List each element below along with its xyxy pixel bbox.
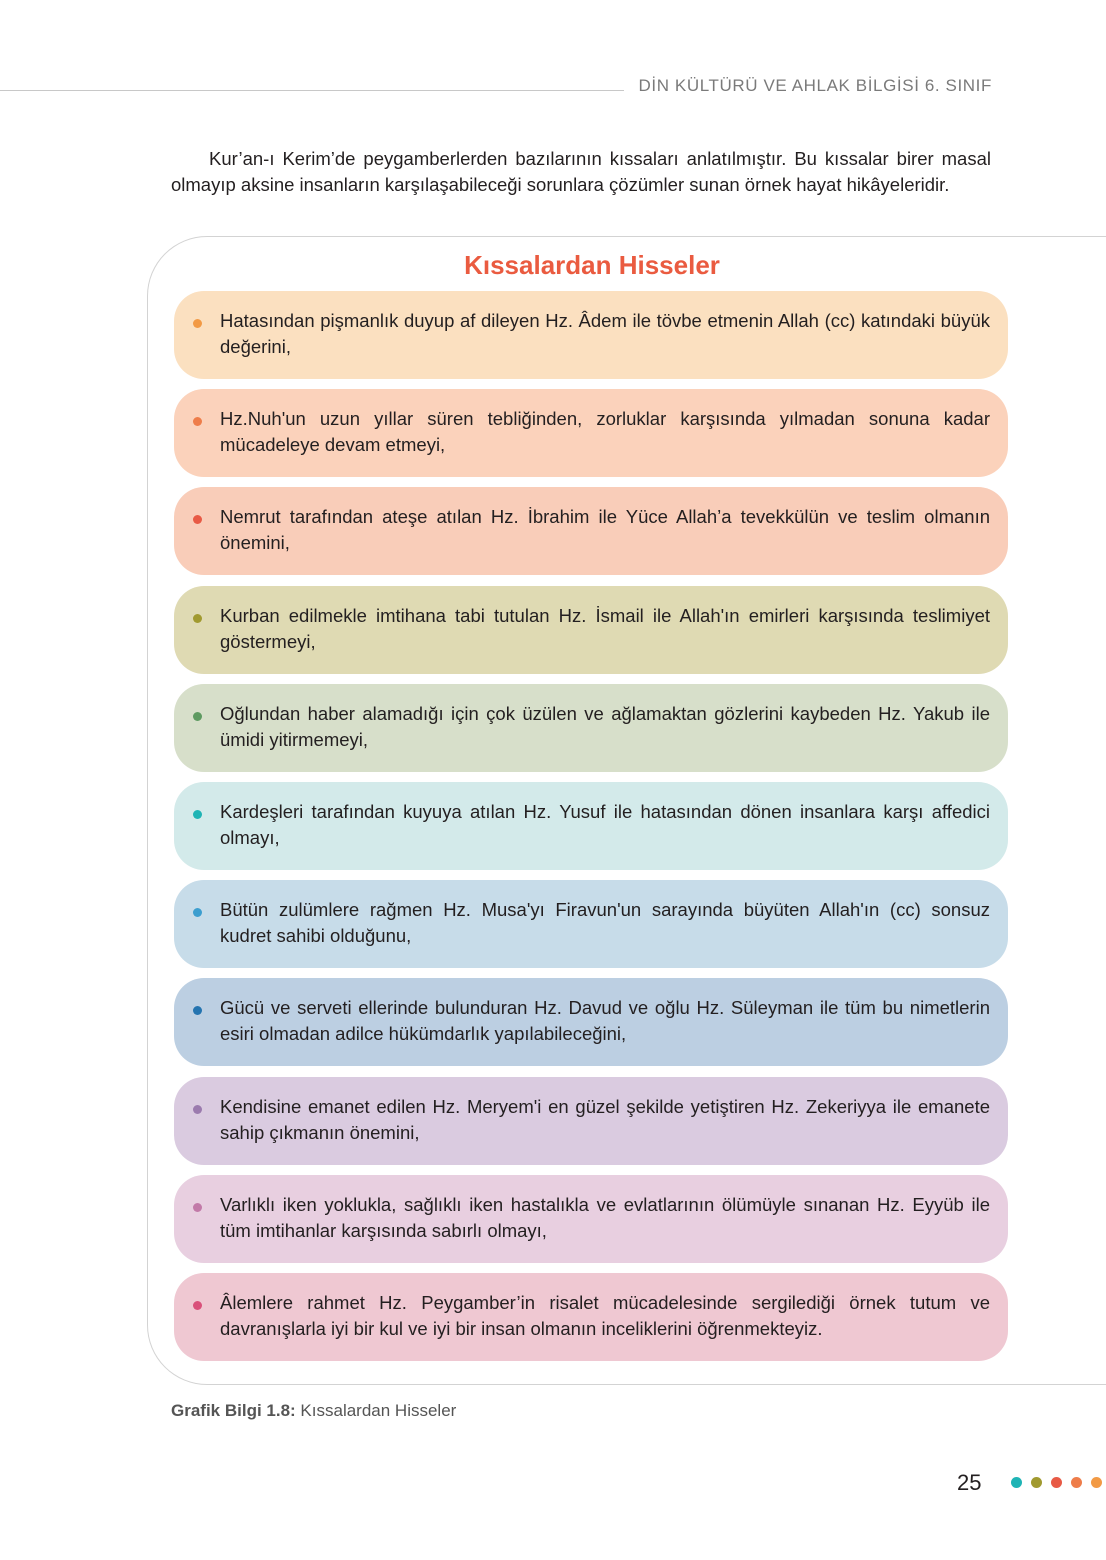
lesson-item-text: Gücü ve serveti ellerinde bulunduran Hz. Davud ve oğlu Hz. Süleyman ile tüm bu nimetlerin esiri olmadan adilce hükümdarlık yapılabileceğini, xyxy=(220,997,990,1045)
page-number: 25 xyxy=(957,1470,982,1495)
caption-label: Grafik Bilgi 1.8: xyxy=(171,1401,296,1420)
lesson-item-text: Hatasından pişmanlık duyup af dileyen Hz. Âdem ile tövbe etmenin Allah (cc) katındaki büyük değerini, xyxy=(220,310,990,357)
info-box-title: Kıssalardan Hisseler xyxy=(464,250,720,280)
bullet-dot-icon xyxy=(193,417,202,426)
footer-dot-icon xyxy=(1091,1477,1102,1488)
lesson-item xyxy=(174,978,1008,1066)
bullet-dot-icon xyxy=(193,515,202,524)
lesson-item xyxy=(174,586,1008,674)
caption-text: Kıssalardan Hisseler xyxy=(295,1401,457,1420)
lesson-item xyxy=(174,684,1008,772)
lesson-item-text: Kendisine emanet edilen Hz. Meryem'i en güzel şekilde yetiştiren Hz. Zekeriyya ile emanete sahip çıkmanın önemini, xyxy=(220,1095,990,1143)
figure-caption xyxy=(171,1401,456,1421)
bullet-dot-icon xyxy=(193,908,202,917)
lesson-item-text: Hz.Nuh'un uzun yıllar süren tebliğinden, zorluklar karşısında yılmadan sonuna kadar mücadeleye devam etmeyi, xyxy=(220,408,990,456)
bullet-dot-icon xyxy=(193,712,202,721)
lesson-item xyxy=(174,1175,1008,1263)
bullet-dot-icon xyxy=(193,319,202,328)
lesson-item xyxy=(174,487,1008,575)
bullet-dot-icon xyxy=(193,614,202,623)
lesson-item xyxy=(174,782,1008,870)
intro-paragraph xyxy=(171,146,991,198)
lesson-item xyxy=(174,1273,1008,1361)
lesson-item-text: Bütün zulümlere rağmen Hz. Musa'yı Firavun'un sarayında büyüten Allah'ın (cc) sonsuz kudret sahibi olduğunu, xyxy=(220,899,990,947)
bullet-dot-icon xyxy=(193,1105,202,1114)
lesson-item xyxy=(174,291,1008,379)
lesson-item xyxy=(174,389,1008,477)
lesson-item-text: Âlemlere rahmet Hz. Peygamber’in risalet mücadelesinde sergilediği örnek tutum ve davranışlarla iyi bir kul ve iyi bir insan olmanın inceliklerini öğrenmekteyiz. xyxy=(220,1292,990,1339)
footer-dot-icon xyxy=(1011,1477,1022,1488)
bullet-dot-icon xyxy=(193,810,202,819)
lesson-item xyxy=(174,1077,1008,1165)
header-rule xyxy=(0,90,624,91)
intro-text: Kur’an-ı Kerim’de peygamberlerden bazılarının kıssaları anlatılmıştır. Bu kıssalar birer masal olmayıp aksine insanların karşılaşabileceği sorunlara çözümler sunan örnek hayat hikâyeleridir. xyxy=(171,148,991,195)
lesson-item-text: Oğlundan haber alamadığı için çok üzülen ve ağlamaktan gözlerini kaybeden Hz. Yakub ile ümidi yitirmemeyi, xyxy=(220,702,990,750)
footer-dot-icon xyxy=(1051,1477,1062,1488)
lesson-item xyxy=(174,880,1008,968)
footer-dot-icon xyxy=(1031,1477,1042,1488)
lesson-item-text: Kurban edilmekle imtihana tabi tutulan Hz. İsmail ile Allah'ın emirleri karşısında teslimiyet göstermeyi, xyxy=(220,604,990,652)
lesson-item-text: Nemrut tarafından ateşe atılan Hz. İbrahim ile Yüce Allah’a tevekkülün ve teslim olmanın önemini, xyxy=(220,506,990,554)
header-title: DİN KÜLTÜRÜ VE AHLAK BİLGİSİ 6. SINIF xyxy=(638,76,992,95)
lesson-item-text: Varlıklı iken yoklukla, sağlıklı iken hastalıkla ve evlatlarının ölümüyle sınanan Hz. Eyyüb ile tüm imtihanlar karşısında sabırlı olmayı, xyxy=(220,1193,990,1241)
bullet-dot-icon xyxy=(193,1203,202,1212)
bullet-dot-icon xyxy=(193,1006,202,1015)
footer-dot-icon xyxy=(1071,1477,1082,1488)
bullet-dot-icon xyxy=(193,1301,202,1310)
lesson-item-text: Kardeşleri tarafından kuyuya atılan Hz. Yusuf ile hatasından dönen insanlara karşı affedici olmayı, xyxy=(220,801,990,848)
